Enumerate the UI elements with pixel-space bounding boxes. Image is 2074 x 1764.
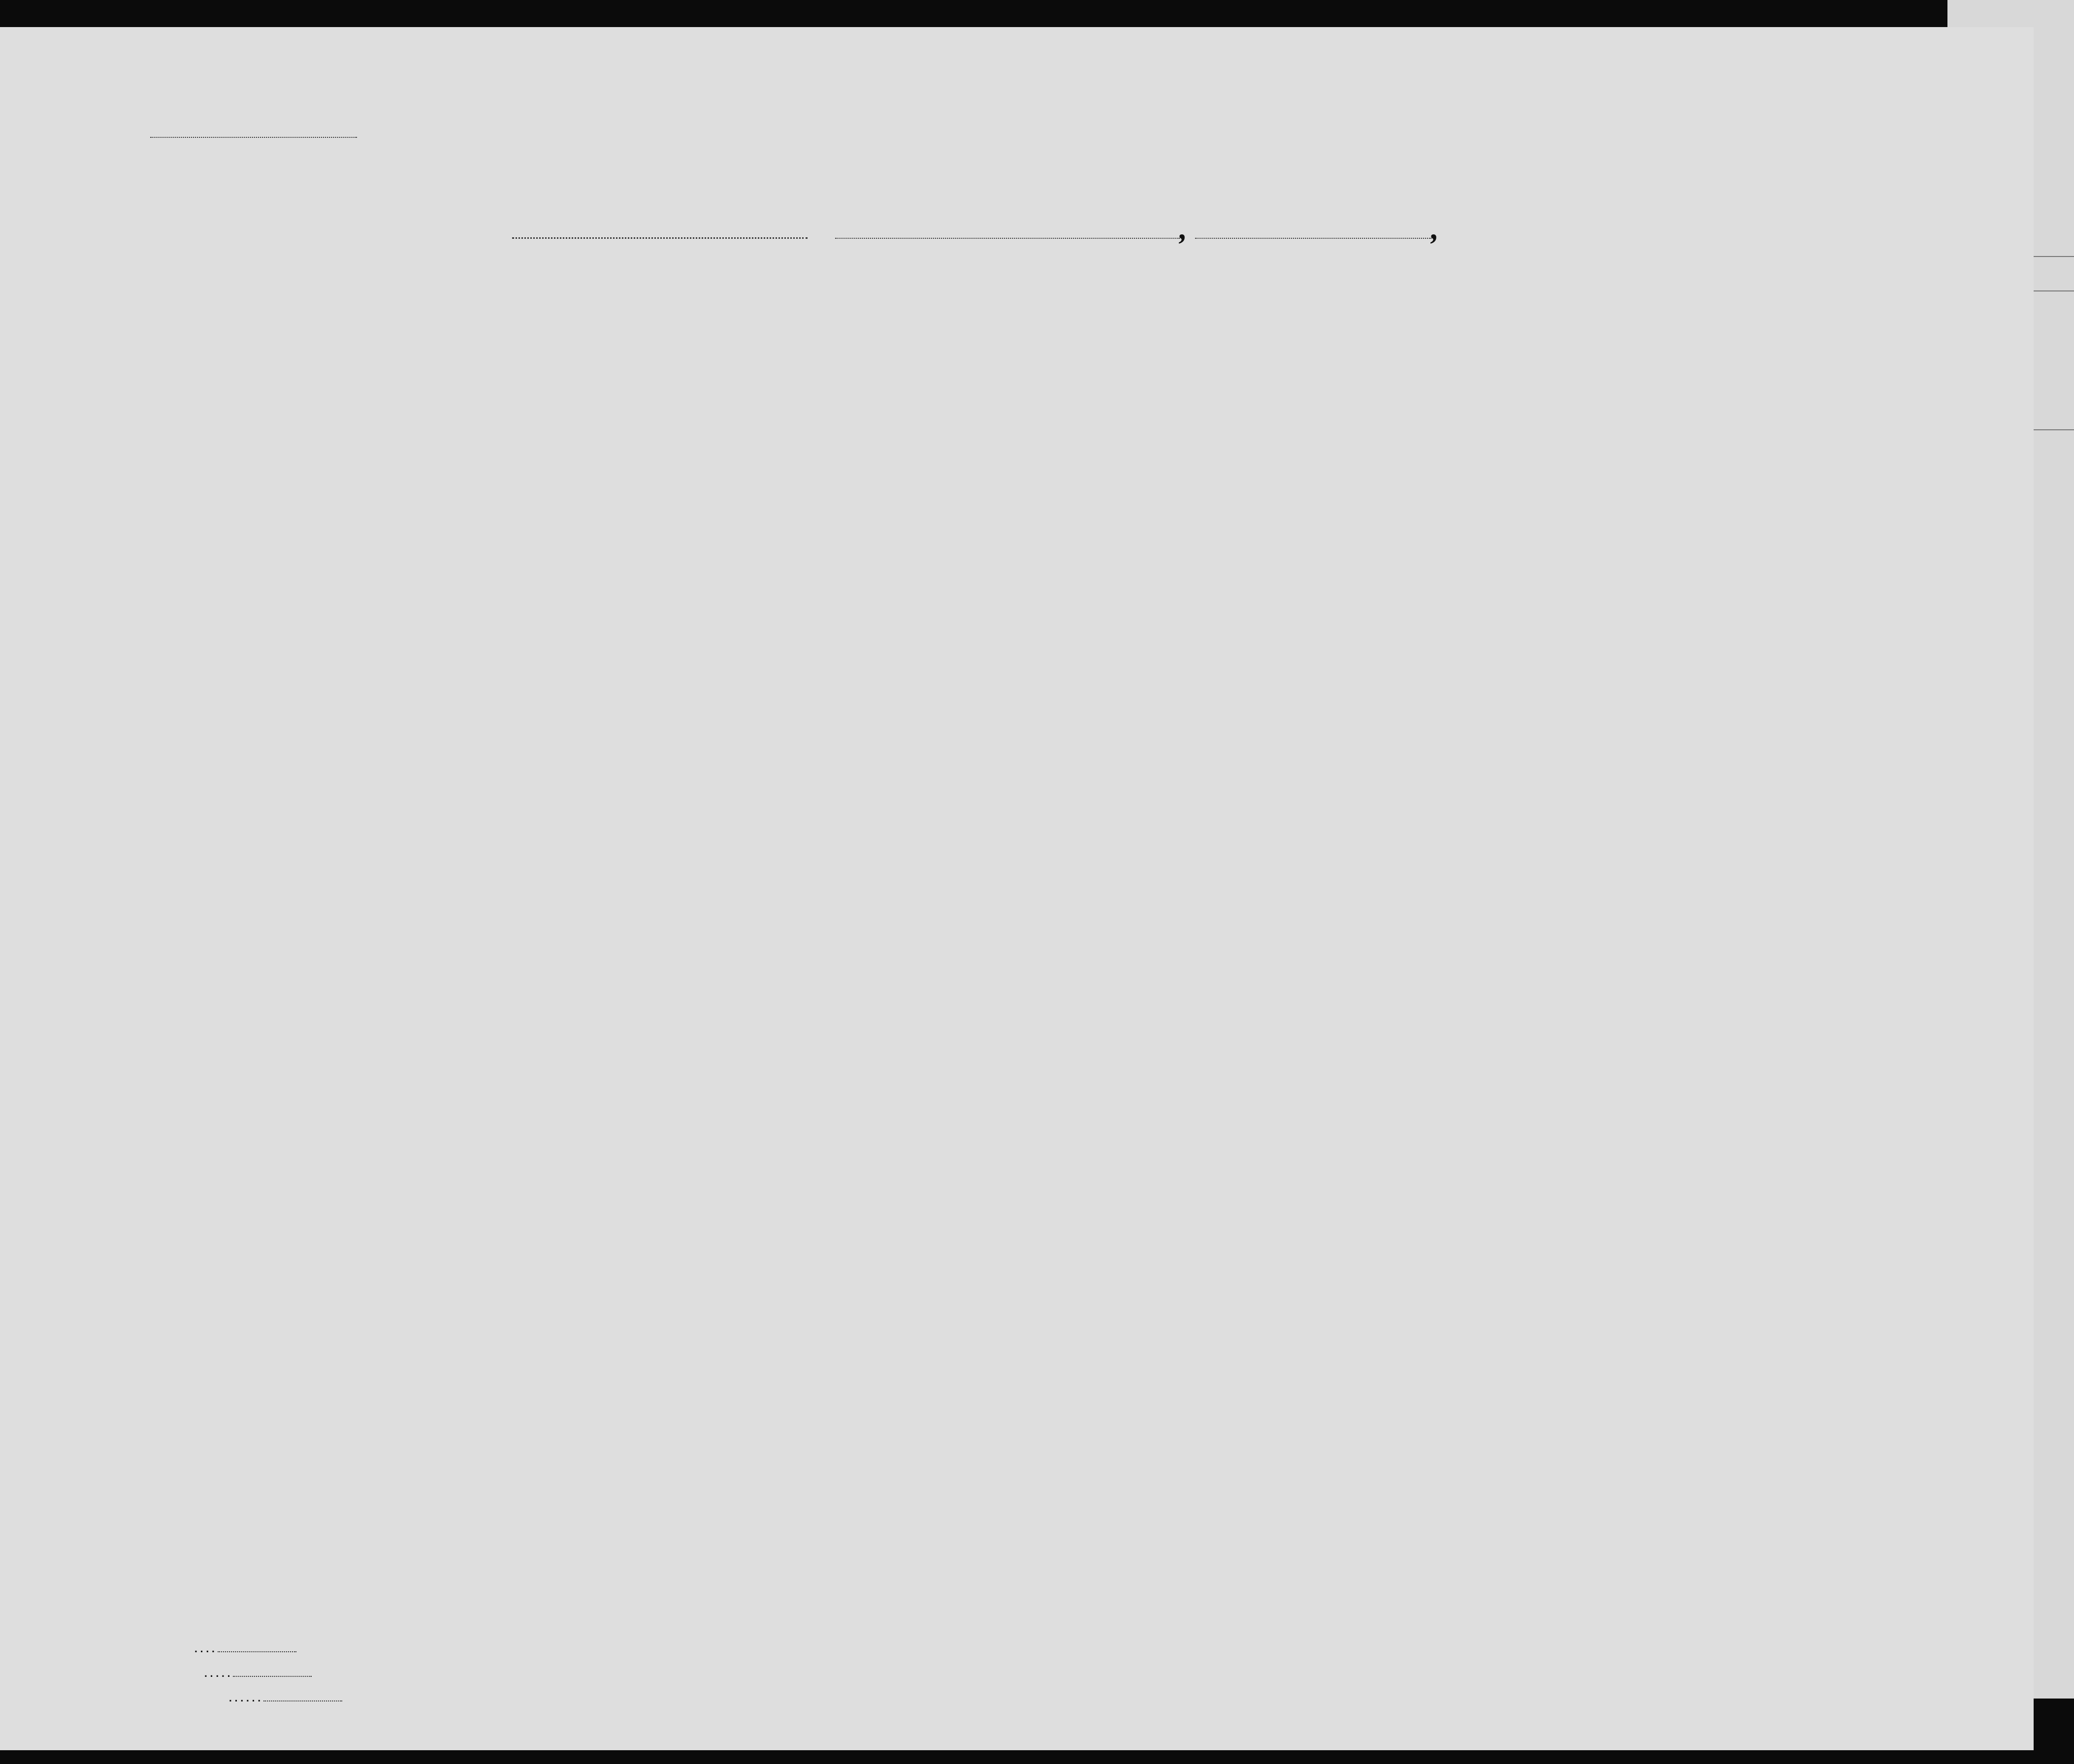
- aliens-field[interactable]: [263, 1700, 342, 1701]
- sailing-date-field[interactable]: [1195, 238, 1431, 239]
- total-passengers-field[interactable]: [218, 1651, 296, 1652]
- list-field[interactable]: [150, 118, 357, 143]
- ship-line: , ,: [512, 212, 1439, 247]
- ship-name-handwritten[interactable]: [512, 237, 808, 239]
- list-line[interactable]: [150, 122, 357, 138]
- manifest-page: [0, 27, 2034, 1750]
- sailing-from-field[interactable]: [835, 238, 1180, 239]
- totals-block: . . . . . . . . . . . . . . .: [194, 1637, 342, 1711]
- us-citizens-field[interactable]: [233, 1676, 312, 1677]
